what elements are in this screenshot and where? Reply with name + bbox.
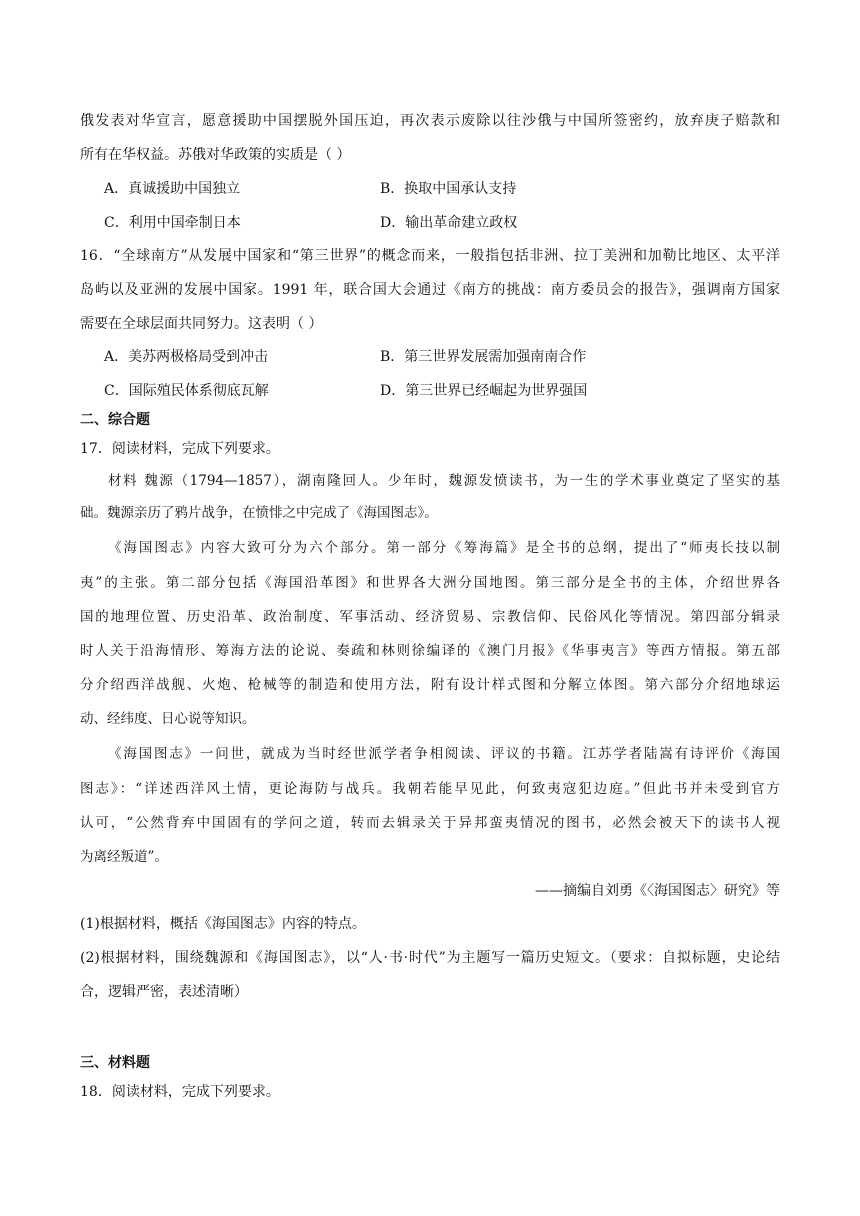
q17-material-line5: 国的地理位置、历史沿革、政治制度、军事活动、经济贸易、宗教信仰、民俗风化等情况。第四部分辑录 <box>80 609 780 625</box>
q16-option-b[interactable]: B．第三世界发展需加强南南合作 <box>380 349 587 365</box>
q16-stem-line1: 16．“全球南方”从发展中国家和“第三世界”的概念而来，一般指包括非洲、拉丁美洲和加勒比地区、太平洋 <box>80 248 780 264</box>
q17-material-line11: 认可，“公然背弃中国固有的学问之道，转而去辑录关于异邦蛮夷情况的图书，必然会被天下的读书人视 <box>80 815 780 831</box>
q17-material-line8: 动、经纬度、日心说等知识。 <box>80 711 256 727</box>
q18-intro: 18．阅读材料，完成下列要求。 <box>80 1084 280 1100</box>
q16-option-d[interactable]: D．第三世界已经崛起为世界强国 <box>380 383 588 399</box>
q17-subquestion-2-line1: (2)根据材料，围绕魏源和《海国图志》，以“人·书·时代”为主题写一篇历史短文。（要求：自拟标题，史论结 <box>80 950 780 966</box>
q16-stem-line2: 岛屿以及亚洲的发展中国家。1991 年，联合国大会通过《南方的挑战：南方委员会的报告》，强调南方国家 <box>80 282 780 298</box>
q17-material-line3: 《海国图志》内容大致可分为六个部分。第一部分《筹海篇》是全书的总纲，提出了“师夷长技以制 <box>108 540 780 556</box>
q17-material-line1: 材料 魏源（1794—1857），湖南隆回人。少年时，魏源发愤读书，为一生的学术事业奠定了坚实的基 <box>108 473 780 489</box>
q15-option-d[interactable]: D．输出革命建立政权 <box>380 215 518 231</box>
q16-option-a[interactable]: A．美苏两极格局受到冲击 <box>104 349 269 365</box>
q17-source-citation: ——摘编自刘勇《〈海国图志〉研究》等 <box>535 883 780 899</box>
section-3-title: 三、材料题 <box>80 1055 150 1071</box>
q16-option-c[interactable]: C．国际殖民体系彻底瓦解 <box>104 383 269 399</box>
q17-material-line2: 础。魏源亲历了鸦片战争，在愤悱之中完成了《海国图志》。 <box>80 505 438 521</box>
q15-stem-line1: 俄发表对华宣言，愿意援助中国摆脱外国压迫，再次表示废除以往沙俄与中国所签密约，放弃庚子赔款和 <box>80 113 780 129</box>
q17-intro: 17．阅读材料，完成下列要求。 <box>80 441 280 457</box>
q15-option-c[interactable]: C．利用中国牵制日本 <box>104 215 241 231</box>
q17-material-line12: 为离经叛道”。 <box>80 849 168 865</box>
q15-option-b[interactable]: B．换取中国承认支持 <box>380 181 517 197</box>
q17-material-line9: 《海国图志》一问世，就成为当时经世派学者争相阅读、评议的书籍。江苏学者陆嵩有诗评价《海国 <box>108 746 780 762</box>
q17-material-line7: 分介绍西洋战舰、火炮、枪械等的制造和使用方法，附有设计样式图和分解立体图。第六部分介绍地球运 <box>80 677 780 693</box>
q17-subquestion-1: (1)根据材料，概括《海国图志》内容的特点。 <box>80 916 366 932</box>
q17-material-line6: 时人关于沿海情形、筹海方法的论说、奏疏和林则徐编译的《澳门月报》《华事夷言》等西方情报。第五部 <box>80 643 780 659</box>
section-2-title: 二、综合题 <box>80 412 150 428</box>
q17-material-line10: 图志》：“详述西洋风土情，更论海防与战兵。我朝若能早见此，何致夷寇犯边庭。”但此书并未受到官方 <box>80 781 780 797</box>
q16-stem-line3: 需要在全球层面共同努力。这表明（ ） <box>80 316 323 332</box>
q17-material-line4: 夷”的主张。第二部分包括《海国沿革图》和世界各大洲分国地图。第三部分是全书的主体，介绍世界各 <box>80 575 780 591</box>
q17-subquestion-2-line2: 合，逻辑严密，表述清晰） <box>80 984 248 1000</box>
q15-option-a[interactable]: A．真诚援助中国独立 <box>104 181 241 197</box>
q15-stem-line2: 所有在华权益。苏俄对华政策的实质是（ ） <box>80 147 351 163</box>
